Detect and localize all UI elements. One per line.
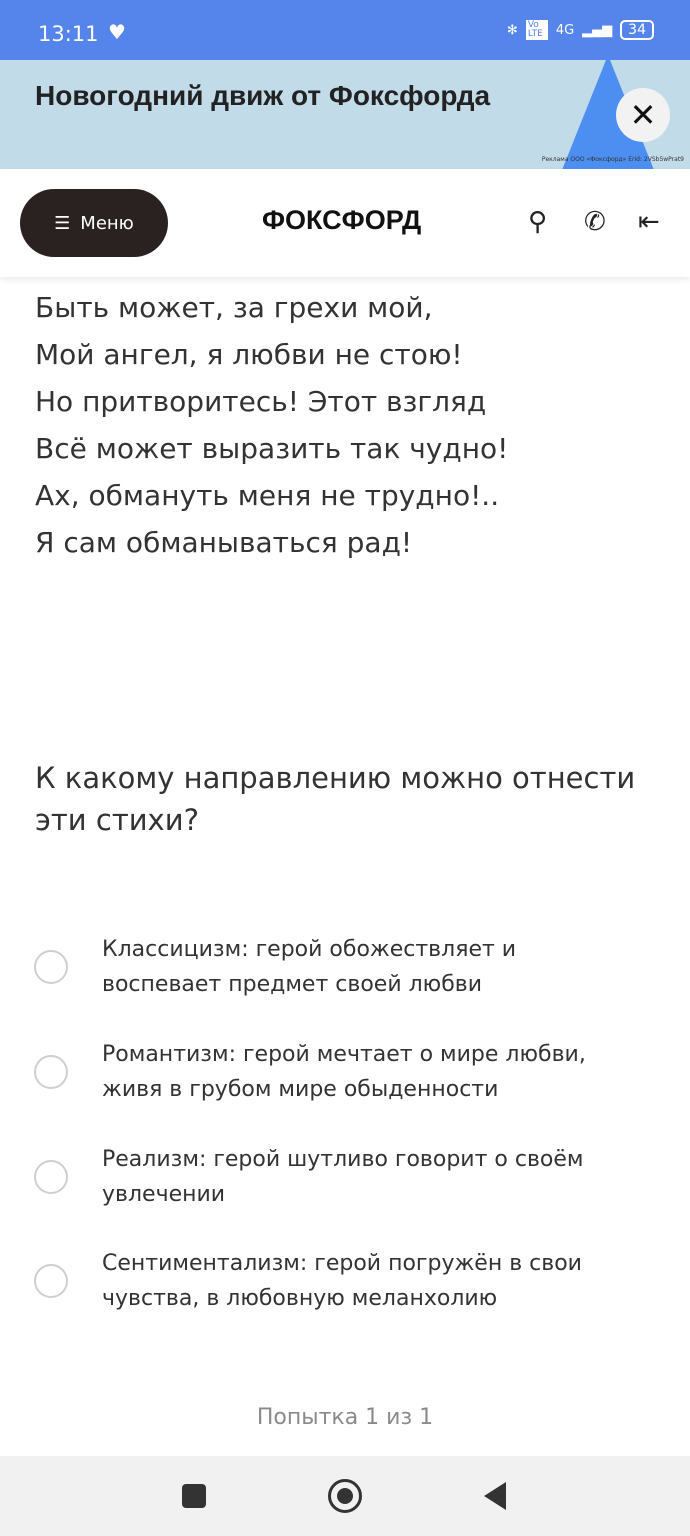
promo-banner[interactable] xyxy=(0,60,690,169)
radio-button[interactable] xyxy=(34,1160,68,1194)
option-label: Реализм: герой шутливо говорит о своём увлечении xyxy=(102,1147,584,1207)
option-label: Романтизм: герой мечтает о мире любви, живя в грубом мире обыденности xyxy=(102,1042,586,1102)
logo[interactable]: ФОКСФОРД xyxy=(262,205,422,235)
poem-line: Мой ангел, я любви не стою! xyxy=(35,338,463,371)
network-label: 4G xyxy=(555,22,575,38)
close-banner-button[interactable]: ✕ xyxy=(616,88,670,142)
phone-icon[interactable]: ✆ xyxy=(584,207,606,237)
radio-button[interactable] xyxy=(34,950,68,984)
home-button[interactable] xyxy=(328,1479,362,1513)
battery-icon: 34 xyxy=(620,20,654,40)
system-nav-bar xyxy=(0,1456,690,1536)
poem-line: Ах, обмануть меня не трудно!.. xyxy=(35,479,500,512)
search-icon[interactable]: ⚲ xyxy=(528,207,548,237)
menu-button[interactable] xyxy=(20,189,168,257)
ad-label: Реклама ООО «Фоксфорд» Erid: 2VSb5wPrat9 xyxy=(541,156,684,163)
radio-button[interactable] xyxy=(34,1264,68,1298)
back-button[interactable] xyxy=(484,1482,506,1510)
answer-option[interactable] xyxy=(34,1142,622,1212)
radio-button[interactable] xyxy=(34,1055,68,1089)
recents-button[interactable] xyxy=(182,1484,206,1508)
answer-option[interactable] xyxy=(34,932,622,1002)
poem-text xyxy=(35,284,508,566)
poem-line: Но притворитесь! Этот взгляд xyxy=(35,385,487,418)
menu-label: Меню xyxy=(80,212,134,234)
option-label: Классицизм: герой обожествляет и воспевает предмет своей любви xyxy=(102,937,517,997)
question-text: К какому направлению можно отнести эти стихи? xyxy=(35,761,636,837)
clock: 13:11 xyxy=(38,22,99,46)
poem-line: Быть может, за грехи мой, xyxy=(35,291,433,324)
poem-line: Я сам обманываться рад! xyxy=(35,526,413,559)
volte-icon: Vo LTE xyxy=(526,20,548,40)
banner-title: Новогодний движ от Фоксфорда xyxy=(35,80,491,111)
option-label: Сентиментализм: герой погружён в свои чувства, в любовную меланхолию xyxy=(102,1251,582,1311)
signal-icon: ▂▄▆ xyxy=(582,22,613,38)
bluetooth-icon: ✻ xyxy=(506,22,518,38)
site-header xyxy=(0,169,690,277)
app-notification-icon: ♥ xyxy=(108,20,126,44)
status-bar xyxy=(0,0,690,60)
answer-option[interactable] xyxy=(34,1246,622,1316)
login-icon[interactable]: ⇤ xyxy=(638,207,660,237)
poem-line: Всё может выразить так чудно! xyxy=(35,432,509,465)
attempt-counter: Попытка 1 из 1 xyxy=(256,1405,434,1430)
list-icon: ☰ xyxy=(54,212,71,234)
answer-option[interactable] xyxy=(34,1037,622,1107)
